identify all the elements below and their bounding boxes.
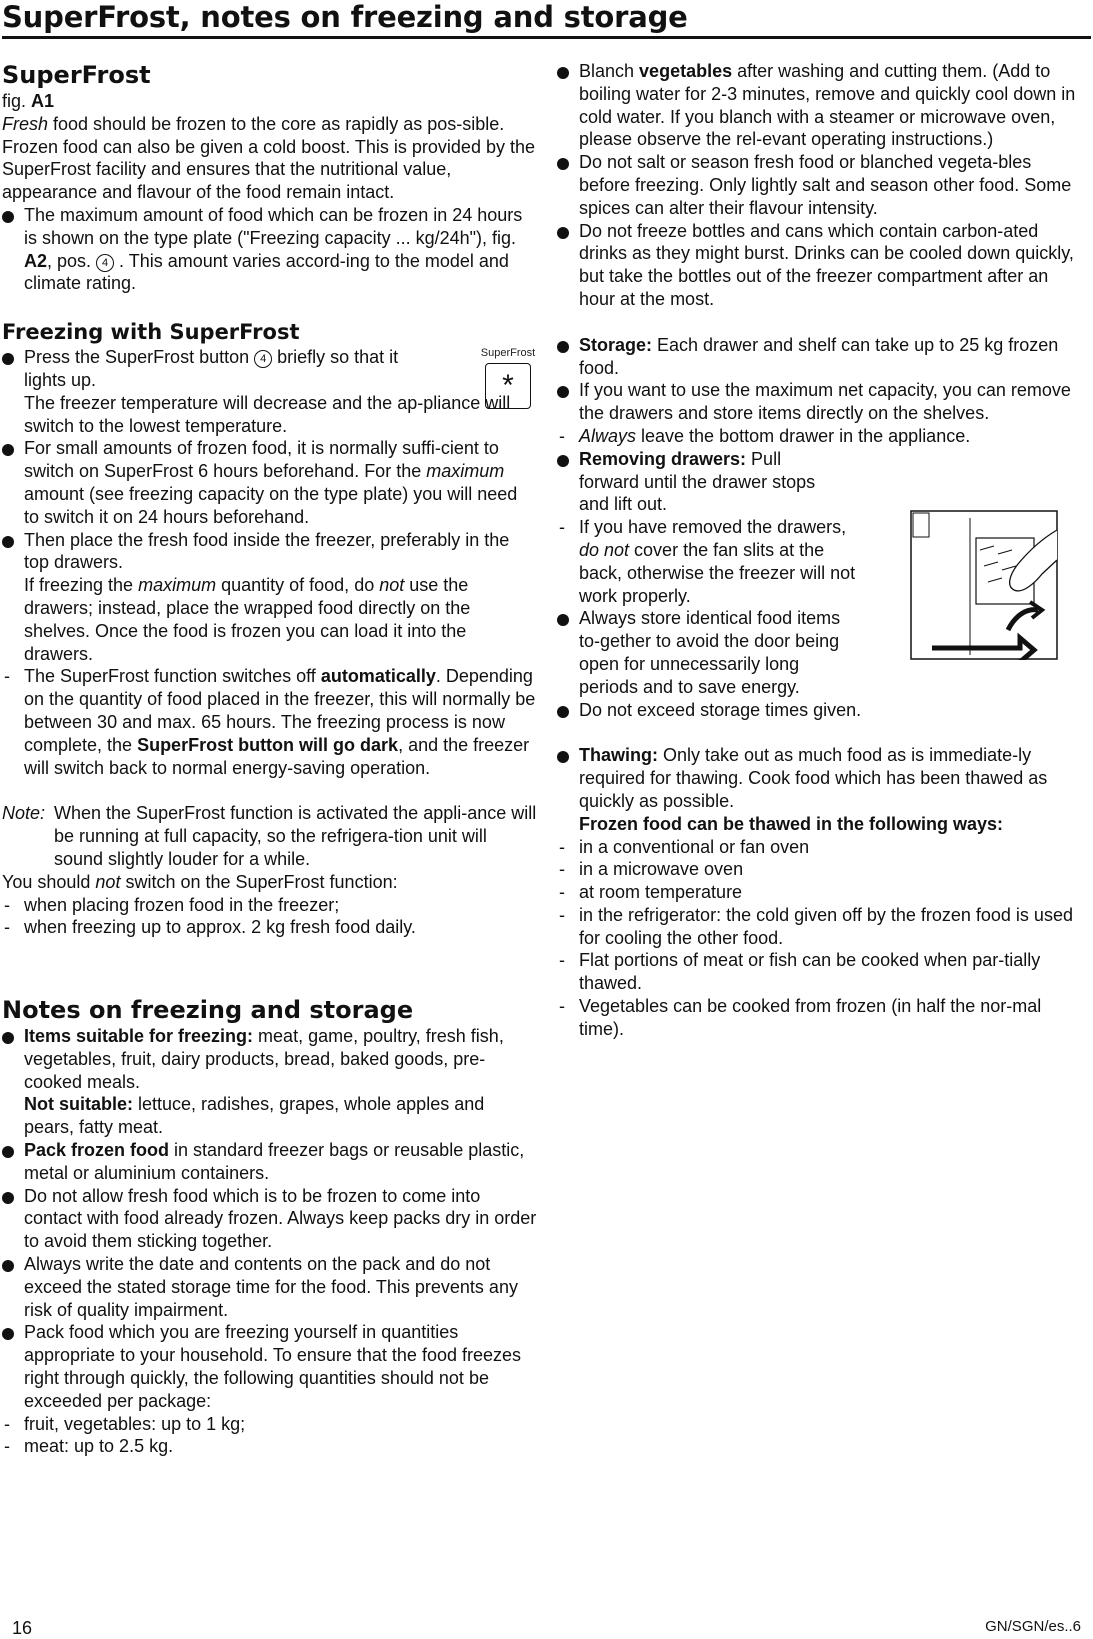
suitable-text: meat, game, poultry, fresh fish, vegetables, fruit, dairy products, bread, baked goods, pre-cooked meals. xyxy=(24,1026,504,1092)
pack-bullet xyxy=(2,1139,537,1185)
exceed-text: Do not exceed storage times given. xyxy=(579,699,862,720)
bullet-icon xyxy=(2,536,14,548)
suitable-bold: Items suitable for freezing: xyxy=(24,1026,254,1047)
auto-text: , and the freezer will switch back to normal energy-saving operation. xyxy=(24,734,530,778)
bullet-icon xyxy=(2,1032,14,1044)
bottles-bullet xyxy=(557,220,1077,311)
thaw-text: Only take out as much food as is immediate-ly required for thawing. Cook food which has been thawed as quickly as possible. xyxy=(579,745,1048,811)
bullet-icon xyxy=(2,444,14,456)
list-item-text: meat: up to 2.5 kg. xyxy=(24,1436,174,1457)
blanch-bold: vegetables xyxy=(639,61,733,81)
list-item: - in a microwave oven xyxy=(559,859,744,880)
remove-text: Pull forward until the drawer stops and lift out. xyxy=(579,448,816,515)
date-text: Always write the date and contents on the pack and do not exceed the stated storage time for the food. This prevents any risk of quality impairment. xyxy=(24,1254,518,1320)
should-not-line xyxy=(2,871,537,894)
press-button-bullet xyxy=(2,346,537,392)
remove-drawers-bullet xyxy=(557,448,1077,516)
page-number: 16 xyxy=(12,1618,33,1638)
storage-text: Each drawer and shelf can take up to 25 kg frozen food. xyxy=(579,334,1059,378)
quantities-text: Pack food which you are freezing yourself in quantities appropriate to your household. To ensure that the food freezes right through quickly, the following quantities should not be exceeded per package: xyxy=(24,1322,522,1411)
press-text: briefly so that it lights up. xyxy=(24,347,399,390)
bullet-icon xyxy=(2,353,14,365)
storage-bold: Storage: xyxy=(579,334,653,355)
bullet-icon xyxy=(557,386,569,398)
cap-fig: A2 xyxy=(24,250,48,271)
max-quantity-note xyxy=(2,574,537,665)
intro-text: food should be frozen to the core as rapidly as pos-sible. Frozen food can also be given a cold boost. This is provided by the SuperFrost facility and ensures that the nutritional value, appearance and flavour of the food remain intact. xyxy=(2,113,535,203)
list-item: - when placing frozen food in the freezer; xyxy=(4,894,340,915)
cap-text: The maximum amount of food which can be frozen in 24 hours is shown on the type plate ("Freezing capacity ... kg/24h"), fig. xyxy=(24,204,523,248)
bullet-icon xyxy=(2,1192,14,1204)
should-text: You should xyxy=(2,871,96,892)
removed-text: cover the fan slits at the back, otherwise the freezer will not work properly. xyxy=(579,539,856,606)
cap-text: , pos. xyxy=(47,250,97,271)
thawing-bullet xyxy=(557,744,1077,812)
fig-ref xyxy=(2,90,537,113)
list-item-text: when placing frozen food in the freezer; xyxy=(24,894,340,915)
intro-paragraph xyxy=(2,113,537,204)
fig-label: A1 xyxy=(31,91,55,111)
identical-text: Always store identical food items to-gether to avoid the door being open for unnecessarily long periods and to save energy. xyxy=(579,608,841,697)
blanch-bullet xyxy=(557,60,1077,151)
list-item: - in the refrigerator: the cold given off by the frozen food is used for cooling the other food. xyxy=(559,904,1073,948)
bullet-icon xyxy=(2,1328,14,1340)
capacity-bullet xyxy=(2,204,537,295)
list-item-text: fruit, vegetables: up to 1 kg; xyxy=(24,1413,246,1434)
not-suitable-text: lettuce, radishes, grapes, whole apples and pears, fatty meat. xyxy=(24,1094,485,1138)
auto-bold: automatically xyxy=(320,666,436,687)
list-item: - fruit, vegetables: up to 1 kg; xyxy=(4,1413,246,1434)
suitable-bullet xyxy=(2,1025,537,1093)
page-title: SuperFrost, notes on freezing and storage xyxy=(2,0,1091,39)
position-circle-icon: 4 xyxy=(254,350,272,368)
note-block xyxy=(2,802,537,870)
place-food-bullet xyxy=(2,529,537,575)
max-text: use the drawers; instead, place the wrapped food directly on the shelves. Once the food is frozen you can load it into the drawers. xyxy=(24,575,471,664)
salt-bullet xyxy=(557,151,1077,219)
not-italic: not xyxy=(379,575,405,596)
list-item: - Vegetables can be cooked from frozen (in half the nor-mal time). xyxy=(559,996,1042,1039)
note-text: When the SuperFrost function is activated the appli-ance will be running at full capacity, so the refrigera-tion unit will sound slightly louder for a while. xyxy=(54,803,537,869)
list-item-text: Vegetables can be cooked from frozen (in half the nor-mal time). xyxy=(579,996,1042,1039)
auto-off-item: - The SuperFrost function switches off automatically. Depending on the quantity of food placed in the freezer, this will normally be between 30 and max. 65 hours. The freezing process is now complete, the SuperFrost button will go dark, and the freezer will switch back to normal energy-saving operation. xyxy=(4,666,536,778)
small-text: For small amounts of frozen food, it is normally suffi-cient to switch on SuperFrost 6 hours beforehand. For the xyxy=(24,438,499,482)
thaw-bold: Thawing: xyxy=(579,745,658,766)
blanch-text: Blanch xyxy=(579,61,640,81)
drawer-removal-illustration xyxy=(910,510,1058,660)
list-item-text: in a microwave oven xyxy=(579,859,744,880)
list-item: - at room temperature xyxy=(559,882,743,903)
press-text: Press the SuperFrost button xyxy=(24,347,255,368)
storage-bullet xyxy=(557,334,1077,380)
bullet-icon xyxy=(2,1260,14,1272)
bullet-icon xyxy=(2,1146,14,1158)
should-not: not xyxy=(95,871,121,892)
bullet-icon xyxy=(557,614,569,626)
not-suitable-line xyxy=(2,1093,537,1139)
auto-text: . Depending on the quantity of food placed in the freezer, this will normally be between 30 and max. 65 hours. The freezing process is now complete, the xyxy=(24,666,536,755)
removed-italic: do not xyxy=(579,539,630,560)
list-item: - Always leave the bottom drawer in the appliance. xyxy=(559,425,971,446)
maxnet-bullet xyxy=(557,379,1077,425)
pack-text: in standard freezer bags or reusable plastic, metal or aluminium containers. xyxy=(24,1140,525,1183)
thaw-ways-bold: Frozen food can be thawed in the following ways: xyxy=(579,813,1004,834)
left-column xyxy=(2,60,537,1458)
superfrost-heading: SuperFrost xyxy=(2,61,151,89)
list-item-text: in the refrigerator: the cold given off by the frozen food is used for cooling the other food. xyxy=(579,904,1073,948)
bullet-icon xyxy=(557,158,569,170)
bullet-icon xyxy=(557,706,569,718)
thaw-ways-heading xyxy=(557,813,1077,836)
small-amounts-bullet xyxy=(2,437,537,528)
notes-heading: Notes on freezing and storage xyxy=(2,996,414,1025)
not-suitable-bold: Not suitable: xyxy=(24,1094,134,1115)
max-italic: maximum xyxy=(138,575,217,596)
temp-note: The freezer temperature will decrease and the ap-pliance will switch to the lowest temperature. xyxy=(24,392,511,436)
list-item: - in a conventional or fan oven xyxy=(559,836,810,857)
removed-text: If you have removed the drawers, xyxy=(579,517,847,538)
bottles-text: Do not freeze bottles and cans which contain carbon-ated drinks as they might burst. Drinks can be cooled down quickly, but take the bottles out of the freezer compartment after an hour at the most. xyxy=(579,220,1074,309)
pack-bold: Pack frozen food xyxy=(24,1140,170,1161)
bullet-icon xyxy=(557,67,569,79)
superfrost-button-icon: * xyxy=(485,363,531,409)
max-text: quantity of food, do xyxy=(216,575,380,596)
freezing-heading: Freezing with SuperFrost xyxy=(2,320,300,345)
list-item-text: at room temperature xyxy=(579,882,743,903)
position-circle-icon: 4 xyxy=(96,254,114,272)
maxnet-text: If you want to use the maximum net capacity, you can remove the drawers and store items directly on the shelves. xyxy=(579,380,1071,424)
fig-prefix: fig. xyxy=(2,91,32,111)
list-item: - If you have removed the drawers, do not cover the fan slits at the back, otherwise the freezer will not work properly. xyxy=(559,517,856,606)
always-italic: Always xyxy=(579,425,637,446)
bullet-icon xyxy=(557,341,569,353)
superfrost-panel xyxy=(478,346,538,409)
list-item-text: in a conventional or fan oven xyxy=(579,836,810,857)
salt-text: Do not salt or season fresh food or blanched vegeta-bles before freezing. Only lightly salt and season other food. Some spices can alter their flavour intensity. xyxy=(579,152,1072,218)
list-item: - when freezing up to approx. 2 kg fresh food daily. xyxy=(4,917,416,938)
remove-bold: Removing drawers: xyxy=(579,448,747,469)
should-text: switch on the SuperFrost function: xyxy=(120,871,398,892)
list-item-text: Flat portions of meat or fish can be cooked when par-tially thawed. xyxy=(579,950,1041,994)
bullet-icon xyxy=(557,227,569,239)
illustration-frame xyxy=(911,511,1057,659)
intro-fresh: Fresh xyxy=(2,113,49,134)
bullet-icon xyxy=(557,455,569,467)
small-text: amount (see freezing capacity on the type plate) you will need to switch it on 24 hours beforehand. xyxy=(24,483,518,527)
bullet-icon xyxy=(2,211,14,223)
small-max: maximum xyxy=(426,461,505,482)
always-text: leave the bottom drawer in the appliance. xyxy=(636,425,971,446)
exceed-bullet xyxy=(557,699,1077,722)
max-text: If freezing the xyxy=(24,575,139,596)
superfrost-panel-label: SuperFrost xyxy=(480,347,536,359)
contact-text: Do not allow fresh food which is to be frozen to come into contact with food already frozen. Always keep packs dry in order to avoid them sticking together. xyxy=(24,1185,537,1252)
quantities-bullet xyxy=(2,1321,537,1412)
contact-bullet xyxy=(2,1185,537,1253)
date-bullet xyxy=(2,1253,537,1321)
place-text: Then place the fresh food inside the freezer, preferably in the top drawers. xyxy=(24,529,510,573)
auto-text: The SuperFrost function switches off xyxy=(24,666,321,687)
blanch-text: after washing and cutting them. (Add to boiling water for 2-3 minutes, remove and quickly cool down in cold water. If you blanch with a steamer or microwave oven, please observe the rel-evant operating instructions.) xyxy=(579,61,1076,150)
dark-bold: SuperFrost button will go dark xyxy=(137,734,399,755)
list-item: - Flat portions of meat or fish can be cooked when par-tially thawed. xyxy=(559,950,1041,994)
document-code: GN/SGN/es..6 xyxy=(985,1618,1081,1635)
bullet-icon xyxy=(557,751,569,763)
list-item-text: when freezing up to approx. 2 kg fresh food daily. xyxy=(24,917,416,938)
list-item: - meat: up to 2.5 kg. xyxy=(4,1436,174,1457)
cap-text: . This amount varies accord-ing to the model and climate rating. xyxy=(24,250,509,294)
note-label: Note: xyxy=(2,803,46,824)
